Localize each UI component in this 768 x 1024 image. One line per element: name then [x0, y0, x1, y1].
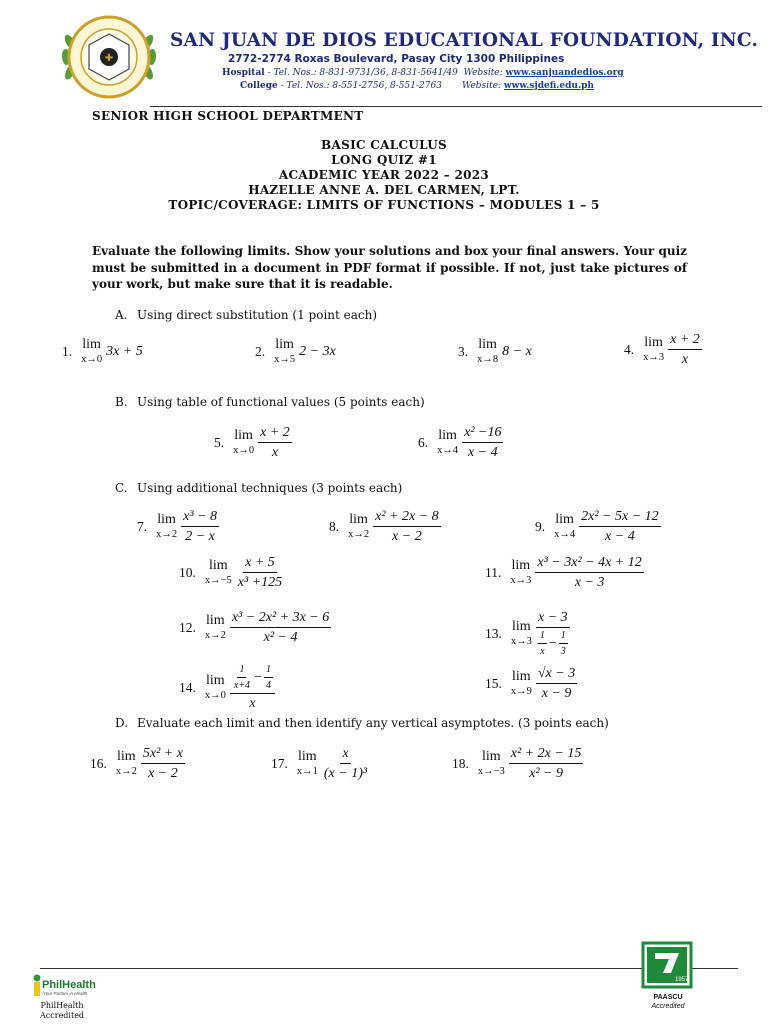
section-title: Using additional techniques (3 points each) — [137, 481, 403, 495]
problem-number: 13. — [485, 625, 502, 641]
college-contact — [240, 81, 594, 91]
philhealth-logo — [30, 972, 110, 998]
problem-number: 17. — [271, 755, 288, 771]
problem-number: 16. — [90, 755, 107, 771]
organization-address: 2772-2774 Roxas Boulevard, Pasay City 1300 Philippines — [228, 53, 565, 65]
problem-11 — [485, 555, 644, 591]
problem-13 — [485, 610, 570, 657]
problem-14 — [179, 664, 275, 711]
limit-operator: lim x→3 — [510, 618, 532, 647]
problem-number: 4. — [624, 341, 635, 357]
svg-text:PhilHealth: PhilHealth — [42, 979, 96, 991]
problem-number: 11. — [485, 564, 502, 580]
problem-3 — [458, 338, 532, 366]
problem-number: 15. — [485, 675, 502, 691]
limit-operator: lim x→2 — [204, 613, 226, 642]
limit-fraction: $\frac{1}{x+4}$ − $\frac{1}{4}$ x — [230, 664, 275, 711]
limit-fraction: $\frac{x + 2}{x}$ — [260, 425, 290, 461]
problem-16 — [90, 746, 185, 782]
problem-number: 5. — [214, 434, 225, 450]
paascu-caption: PAASCU Accredited — [651, 994, 685, 1010]
limit-operator: lim x→9 — [510, 669, 532, 698]
svg-text:Your Partner in Health: Your Partner in Health — [43, 991, 88, 996]
limit-operator: lim x→0 — [204, 672, 226, 701]
header-divider — [150, 106, 762, 107]
limit-operator: lim x→4 — [437, 428, 459, 457]
limit-operator: lim x→−3 — [477, 749, 505, 778]
limit-fraction: $\frac{\text{x³ − 3x² − 4x + 12}}{x - 3}$ — [537, 555, 642, 591]
problem-number: 12. — [179, 619, 196, 635]
problem-15 — [485, 666, 577, 702]
svg-text:1957: 1957 — [675, 977, 689, 983]
section-c-heading — [115, 481, 402, 495]
footer-divider — [40, 968, 738, 969]
limit-expression: 8 − x — [502, 343, 532, 359]
hospital-tel: - Tel. Nos.: 8-831-9731/36, 8-831-5641/49 — [267, 68, 458, 78]
problem-1 — [62, 338, 143, 366]
limit-fraction: $\frac{x + 5}{\text{x³ +125}}$ — [237, 555, 283, 591]
problem-12 — [179, 610, 331, 646]
limit-expression: 3x + 5 — [106, 343, 143, 359]
limit-fraction: $\frac{\text{x² + 2x − 8}}{x - 2}$ — [375, 509, 439, 545]
section-letter: C. — [115, 481, 128, 495]
teacher-name: HAZELLE ANNE A. DEL CARMEN, LPT. — [248, 183, 520, 197]
svg-text:✚: ✚ — [104, 53, 114, 64]
problem-number: 6. — [418, 434, 429, 450]
problem-7 — [137, 509, 219, 545]
college-label: College — [240, 81, 278, 91]
problem-number: 1. — [62, 343, 73, 359]
section-a-heading — [115, 308, 377, 322]
college-website-label: Website: — [461, 81, 502, 91]
limit-fraction: $\frac{\text{5x² + x}}{x - 2}$ — [142, 746, 183, 782]
limit-fraction: $\frac{\text{x³ − 8}}{2 - x}$ — [183, 509, 217, 545]
limit-operator: lim x→0 — [81, 337, 103, 365]
problem-number: 10. — [179, 564, 196, 580]
limit-operator: lim x→1 — [296, 749, 318, 778]
hospital-website-link[interactable]: www.sanjuandedios.org — [505, 68, 624, 78]
problem-6 — [418, 425, 503, 461]
problem-2 — [255, 338, 336, 366]
limit-operator: lim x→2 — [156, 512, 178, 541]
limit-operator: lim x→2 — [115, 749, 137, 778]
problem-18 — [452, 746, 583, 782]
subject-title: BASIC CALCULUS — [321, 138, 447, 152]
organization-name: SAN JUAN DE DIOS EDUCATIONAL FOUNDATION, INC. — [170, 30, 759, 51]
limit-fraction: $\frac{√x - 3}{x - 9}$ — [537, 666, 576, 702]
limit-operator: lim x→3 — [510, 558, 532, 587]
hospital-website-label: Website: — [463, 68, 503, 78]
problem-number: 14. — [179, 679, 196, 695]
problem-number: 8. — [329, 518, 340, 534]
problem-5 — [214, 425, 292, 461]
problem-17 — [271, 746, 369, 782]
problem-number: 3. — [458, 343, 469, 359]
limit-expression: 2 − 3x — [299, 343, 336, 359]
section-letter: A. — [115, 308, 128, 322]
limit-operator: lim x→8 — [477, 337, 499, 365]
section-title: Using direct substitution (1 point each) — [137, 308, 378, 322]
problem-number: 7. — [137, 518, 148, 534]
section-title: Evaluate each limit and then identify any vertical asymptotes. (3 points each) — [137, 716, 609, 730]
limit-fraction: $\frac{x + 2}{x}$ — [670, 332, 700, 368]
department-heading: SENIOR HIGH SCHOOL DEPARTMENT — [92, 109, 364, 123]
problem-9 — [535, 509, 661, 545]
limit-fraction: $\frac{\text{2x² − 5x − 12}}{x - 4}$ — [581, 509, 659, 545]
topic-coverage: TOPIC/COVERAGE: LIMITS OF FUNCTIONS – MODULES 1 – 5 — [168, 198, 600, 212]
academic-year: ACADEMIC YEAR 2022 – 2023 — [278, 168, 490, 182]
problem-4 — [624, 332, 702, 368]
problem-10 — [179, 555, 284, 591]
problem-8 — [329, 509, 441, 545]
college-tel: - Tel. Nos.: 8-551-2756, 8-551-2763 — [280, 81, 442, 91]
section-b-heading — [115, 395, 425, 409]
limit-fraction: x − 3 $\frac{1}{x}$ − $\frac{1}{3}$ — [537, 610, 568, 658]
limit-operator: lim x→2 — [348, 512, 370, 541]
limit-fraction: $\frac{\text{x² −16}}{x - 4}$ — [464, 425, 502, 461]
quiz-title: LONG QUIZ #1 — [331, 153, 437, 167]
limit-operator: lim x→−5 — [204, 558, 232, 587]
limit-operator: lim x→0 — [233, 428, 255, 457]
limit-operator: lim x→4 — [554, 512, 576, 541]
philhealth-caption: PhilHealth Accredited — [40, 1001, 85, 1020]
section-letter: B. — [115, 395, 128, 409]
instructions-paragraph: Evaluate the following limits. Show your solutions and box your final answers. Your quiz must be submitted in a document in PDF format if possible. If not, just take pictures of your work, but make sure that it is readable. — [92, 244, 687, 291]
college-website-link[interactable]: www.sjdefi.edu.ph — [503, 81, 594, 91]
problem-number: 2. — [255, 343, 266, 359]
section-d-heading — [115, 716, 609, 730]
section-letter: D. — [115, 716, 129, 730]
limit-fraction: $\frac{x}{\text{(x − 1)³}}$ — [323, 746, 368, 782]
problem-number: 9. — [535, 518, 546, 534]
limit-fraction: $\frac{\text{x² + 2x − 15}}{\text{x² − 9}}$ — [510, 746, 582, 782]
hospital-contact — [222, 68, 624, 78]
limit-operator: lim x→3 — [643, 335, 665, 364]
limit-fraction: $\frac{\text{x³ − 2x² + 3x − 6}}{\text{x² − 4}}$ — [231, 610, 330, 646]
hospital-label: Hospital — [222, 68, 265, 78]
limit-operator: lim x→5 — [274, 337, 296, 365]
section-title: Using table of functional values (5 points each) — [137, 395, 425, 409]
foundation-seal-logo — [58, 12, 160, 102]
problem-number: 18. — [452, 755, 469, 771]
paascu-logo — [641, 941, 693, 989]
